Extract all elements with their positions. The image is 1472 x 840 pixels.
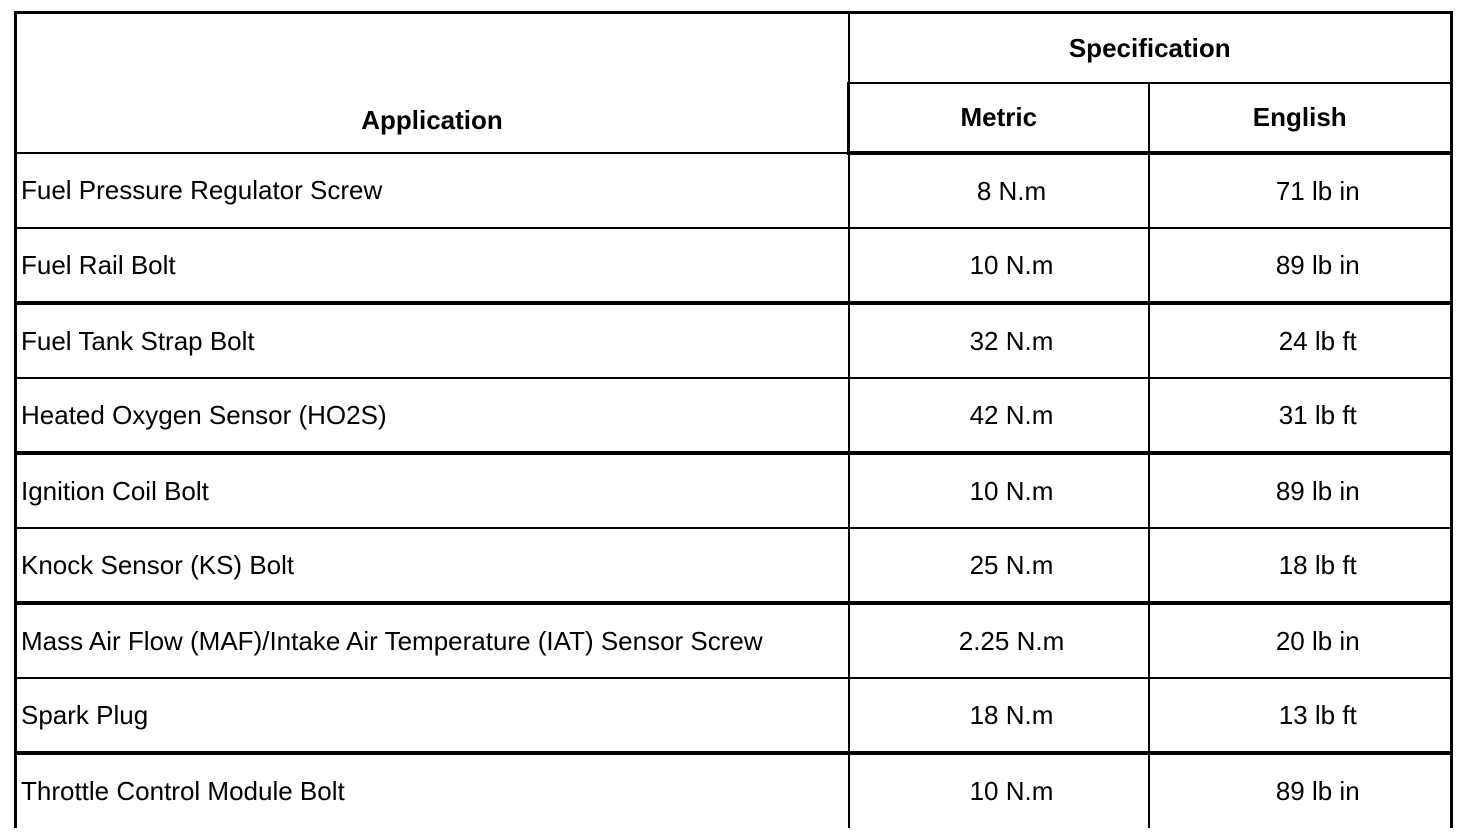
- metric-cell: 42 N.m: [849, 378, 1149, 453]
- table-row: [16, 378, 1452, 453]
- column-header-metric: Metric: [849, 83, 1149, 153]
- table-row: [16, 228, 1452, 303]
- column-header-english: English: [1149, 83, 1452, 153]
- english-cell: 71 lb in: [1149, 153, 1452, 228]
- metric-cell: 10 N.m: [849, 228, 1149, 303]
- application-cell: Fuel Tank Strap Bolt: [16, 303, 849, 378]
- application-cell: Knock Sensor (KS) Bolt: [16, 528, 849, 603]
- english-cell: 24 lb ft: [1149, 303, 1452, 378]
- application-cell: Spark Plug: [16, 678, 849, 753]
- table-row: [16, 603, 1452, 678]
- metric-cell: 10 N.m: [849, 753, 1149, 828]
- english-cell: 13 lb ft: [1149, 678, 1452, 753]
- english-cell: 20 lb in: [1149, 603, 1452, 678]
- english-cell: 89 lb in: [1149, 753, 1452, 828]
- column-header-application: Application: [16, 13, 849, 153]
- metric-cell: 25 N.m: [849, 528, 1149, 603]
- english-cell: 18 lb ft: [1149, 528, 1452, 603]
- table-row: [16, 678, 1452, 753]
- english-cell: 31 lb ft: [1149, 378, 1452, 453]
- english-cell: 89 lb in: [1149, 453, 1452, 528]
- application-cell: Fuel Rail Bolt: [16, 228, 849, 303]
- metric-cell: 32 N.m: [849, 303, 1149, 378]
- table-row: [16, 153, 1452, 228]
- column-header-specification: Specification: [849, 13, 1452, 83]
- application-cell: Heated Oxygen Sensor (HO2S): [16, 378, 849, 453]
- application-cell: Ignition Coil Bolt: [16, 453, 849, 528]
- application-cell: Mass Air Flow (MAF)/Intake Air Temperature (IAT) Sensor Screw: [16, 603, 849, 678]
- table-row: [16, 753, 1452, 828]
- metric-cell: 2.25 N.m: [849, 603, 1149, 678]
- table-header: [16, 13, 1452, 153]
- table-row: [16, 303, 1452, 378]
- metric-cell: 18 N.m: [849, 678, 1149, 753]
- application-cell: Fuel Pressure Regulator Screw: [16, 153, 849, 228]
- metric-cell: 10 N.m: [849, 453, 1149, 528]
- metric-cell: 8 N.m: [849, 153, 1149, 228]
- header-row-top: [16, 13, 1452, 83]
- table-body: [16, 153, 1452, 828]
- table-row: [16, 453, 1452, 528]
- table-row: [16, 528, 1452, 603]
- application-cell: Throttle Control Module Bolt: [16, 753, 849, 828]
- english-cell: 89 lb in: [1149, 228, 1452, 303]
- torque-specification-table: [14, 11, 1453, 828]
